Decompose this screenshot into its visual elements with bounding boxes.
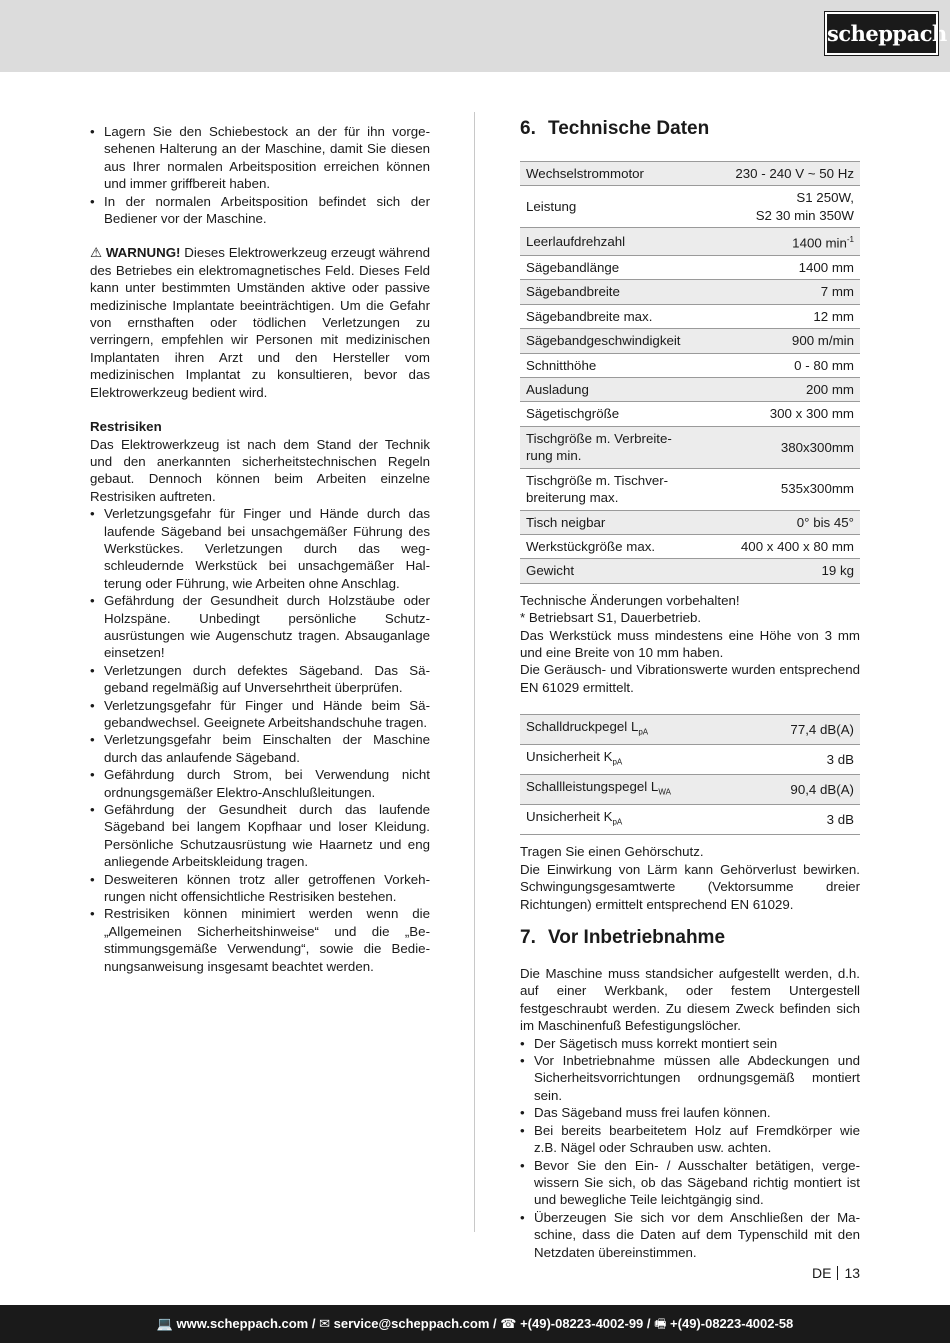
section-number: 6.	[520, 118, 536, 139]
label-text: Unsicherheit K	[526, 809, 613, 825]
table-cell-label	[520, 805, 749, 835]
brand-logo-text: scheppach	[827, 21, 947, 46]
list-item: • Der Sägetisch muss korrekt montiert sein	[520, 1035, 860, 1052]
label-subscript: WA	[658, 787, 671, 797]
label-text: Unsicherheit K	[526, 749, 613, 765]
table-cell-value: 12 mm	[711, 304, 860, 328]
page-number	[812, 1265, 860, 1281]
table-cell-label: Sägebandbreite max.	[520, 304, 711, 328]
table-row	[520, 162, 860, 186]
table-row	[520, 378, 860, 402]
hearing-note: Die Einwirkung von Lärm kann Gehörverlust bewirken. Schwingungsgesamtwerte (Vektorsumme dreier Richtungen) ermittelt entsprechend EN 61029.	[520, 861, 860, 912]
page-number-separator	[837, 1266, 838, 1280]
list-item: • Desweiteren können trotz aller getroffenen Vorkehrungen nicht offensichtliche Restrisiken bestehen.	[90, 871, 430, 906]
table-row	[520, 510, 860, 534]
table-cell-label	[520, 468, 711, 510]
warning-icon: ⚠	[90, 245, 103, 261]
table-cell-label: Sägetischgröße	[520, 402, 711, 426]
label-line: rung min.	[526, 448, 582, 464]
table-row	[520, 534, 860, 558]
list-item: • Überzeugen Sie sich vor dem Anschließen der Maschine, dass die Daten auf dem Typenschild mit den Netzdaten übereinstimmen.	[520, 1209, 860, 1261]
table-row	[520, 329, 860, 353]
table-cell-label: Sägebandgeschwindigkeit	[520, 329, 711, 353]
section-7-list	[520, 1035, 860, 1261]
table-row	[520, 186, 860, 228]
value-text: 1400 min	[792, 235, 847, 251]
table-cell-value: 1400 mm	[711, 256, 860, 280]
hearing-note: Tragen Sie einen Gehörschutz.	[520, 844, 704, 860]
table-cell-value: 3 dB	[749, 745, 860, 775]
table-cell-label: Sägebandlänge	[520, 256, 711, 280]
footer-fax: +(49)-08223-4002-58	[670, 1316, 794, 1331]
note-line: Technische Änderungen vorbehalten!	[520, 592, 740, 608]
list-item: • Restrisiken können minimiert werden wenn die „Allgemeinen Sicherheitshinweise“ und die „Bestimmungsgemäße Verwendung“, sowie die Bedienungsanweisung insgesamt beachtet werden.	[90, 905, 430, 975]
table-row	[520, 715, 860, 745]
list-item: • Lagern Sie den Schiebestock an der für ihn vorgesehenen Halterung an der Maschine, damit Sie diesen aus Ihrer normalen Arbeitsposition erreichen können und immer griffbereit haben.	[90, 123, 430, 193]
table-cell-label	[520, 775, 749, 805]
table-cell-value: 7 mm	[711, 280, 860, 304]
table-cell-value: 900 m/min	[711, 329, 860, 353]
noise-values-table	[520, 714, 860, 835]
page-language: DE	[812, 1265, 832, 1281]
table-row	[520, 228, 860, 256]
table-row	[520, 402, 860, 426]
section-title: Vor Inbetriebnahme	[548, 927, 726, 949]
section-7-heading	[520, 927, 860, 949]
table-cell-label: Gewicht	[520, 559, 711, 583]
table-row	[520, 805, 860, 835]
table-cell-value: 0° bis 45°	[711, 510, 860, 534]
list-item: • Gefährdung der Gesundheit durch Holzstäube oder Holzspäne. Unbedingt persönliche Schutzausrüstungen wie Augenschutz tragen. Absauganlage einsetzen!	[90, 592, 430, 662]
residual-risks-intro: Das Elektrowerkzeug ist nach dem Stand der Technik und den anerkannten sicherheitstechnischen Regeln gebaut. Dennoch können beim Arbeiten einzelne Restrisiken auftreten.	[90, 436, 430, 504]
warning-text: Dieses Elektrowerkzeug erzeugt während des Betriebes ein elektromagnetisches Feld. Dieses Feld kann unter bestimmten Umständen aktive oder passive medizinische Implantate beeinträchtigen. Um die Gefahr von ernsthaften oder tödlichen Verletzungen zu verringern, empfehlen wir Personen mit medizinischen Implantaten ihren Arzt und den Hersteller vom medizinischen Implantat zu konsultieren, bevor das Elektrowerkzeug bedient wird.	[90, 245, 430, 400]
footer-website-link[interactable]: www.scheppach.com /	[176, 1316, 316, 1331]
list-item: • Gefährdung durch Strom, bei Verwendung nicht ordnungsgemäßer Elektro-Anschlußleitungen.	[90, 766, 430, 801]
table-row	[520, 745, 860, 775]
table-cell-value: 200 mm	[711, 378, 860, 402]
table-cell-label: Werkstückgröße max.	[520, 534, 711, 558]
note-line: * Betriebsart S1, Dauerbetrieb.	[520, 610, 702, 626]
table-cell-value: 230 - 240 V ~ 50 Hz	[711, 162, 860, 186]
table-row	[520, 468, 860, 510]
table-row	[520, 256, 860, 280]
table-cell-label: Ausladung	[520, 378, 711, 402]
phone-icon: ☎	[500, 1316, 517, 1331]
table-cell-label: Sägebandbreite	[520, 280, 711, 304]
list-item: • Das Sägeband muss frei laufen können.	[520, 1104, 860, 1121]
note-line: Das Werkstück muss mindestens eine Höhe von 3 mm und eine Breite von 10 mm haben.	[520, 627, 860, 660]
intro-bullet-list	[90, 123, 430, 227]
list-item: • Gefährdung der Gesundheit durch das laufende Sägeband bei langem Kopfhaar und loser Kleidung. Persönliche Schutzausrüstung wie Haarnetz und eng anliegende Arbeitskleidung tragen.	[90, 801, 430, 871]
table-cell-value: 77,4 dB(A)	[749, 715, 860, 745]
label-text: Schallleistungspegel L	[526, 779, 659, 795]
header-band	[0, 0, 950, 72]
label-subscript: pA	[638, 727, 649, 737]
list-item: • Verletzungsgefahr für Finger und Hände durch das laufende Sägeband bei unsachgemäßer Führung des Werkstückes. Verletzungen durch das wegschleudernde Werkstück bei unsachgemäßer Halterung oder Führung, wie Arbeiten ohne Anschlag.	[90, 505, 430, 592]
list-item: • Verletzungsgefahr für Finger und Hände beim Sägebandwechsel. Geeignete Arbeitshandschuhe tragen.	[90, 697, 430, 732]
residual-risks-list	[90, 505, 430, 975]
table-cell-label: Leerlaufdrehzahl	[520, 228, 711, 256]
list-item: • Verletzungsgefahr beim Einschalten der Maschine durch das anlaufende Sägeband.	[90, 731, 430, 766]
table-cell-value: 90,4 dB(A)	[749, 775, 860, 805]
table-cell-label	[520, 715, 749, 745]
section-7-intro: Die Maschine muss standsicher aufgestellt werden, d.h. auf einer Werkbank, oder festem Untergestell festgeschraubt werden. Zu diesem Zweck befinden sich im Maschinenfuß Befestigungslöcher.	[520, 966, 860, 1034]
table-cell-value: 535x300mm	[711, 468, 860, 510]
brand-logo	[825, 12, 947, 55]
table-row	[520, 775, 860, 805]
label-line: breiterung max.	[526, 490, 619, 506]
label-subscript: pA	[612, 757, 623, 767]
table-cell-value: 19 kg	[711, 559, 860, 583]
section-6-heading	[520, 118, 860, 140]
label-line: Tischgröße m. Tischver-	[526, 472, 669, 488]
mail-icon: ✉	[319, 1316, 330, 1331]
table-cell-label	[520, 745, 749, 775]
table-row	[520, 353, 860, 377]
table-cell-value: 400 x 400 x 80 mm	[711, 534, 860, 558]
footer-email-link[interactable]: service@scheppach.com /	[333, 1316, 497, 1331]
table-cell-value: 300 x 300 mm	[711, 402, 860, 426]
list-item: • Bei bereits bearbeitetem Holz auf Fremdkörper wie z.B. Nägel oder Schrauben usw. achten.	[520, 1122, 860, 1157]
label-text: Schalldruckpegel L	[526, 719, 639, 735]
value-line: S1 250W,	[796, 190, 854, 206]
table-row	[520, 280, 860, 304]
table-cell-label: Wechselstrommotor	[520, 162, 711, 186]
footer-contact-bar	[0, 1305, 950, 1343]
table-cell-value: 3 dB	[749, 805, 860, 835]
right-column	[520, 118, 860, 1261]
table-cell-label: Schnitthöhe	[520, 353, 711, 377]
warning-label: WARNUNG!	[105, 245, 181, 261]
technical-data-table	[520, 161, 860, 584]
table-cell-value	[711, 228, 860, 256]
list-item: • Bevor Sie den Ein- / Ausschalter betätigen, vergewissern Sie sich, ob das Sägeband richtig montiert ist und bewegliche Teile leichtgängig sind.	[520, 1157, 860, 1209]
table-row	[520, 559, 860, 583]
list-item: • Verletzungen durch defektes Sägeband. Das Sägeband regelmäßig auf Unversehrtheit überprüfen.	[90, 662, 430, 697]
label-line: Tischgröße m. Verbreite-	[526, 430, 672, 446]
value-line: S2 30 min 350W	[755, 207, 854, 223]
residual-risks-heading: Restrisiken	[90, 419, 162, 435]
warning-paragraph	[90, 244, 430, 401]
column-divider	[474, 112, 475, 1232]
footer-phone: +(49)-08223-4002-99 /	[520, 1316, 651, 1331]
table-cell-label: Tisch neigbar	[520, 510, 711, 534]
table-row	[520, 426, 860, 468]
note-line: Die Geräusch- und Vibrationswerte wurden entsprechend EN 61029 ermittelt.	[520, 662, 860, 695]
table-cell-label	[520, 426, 711, 468]
table-row	[520, 304, 860, 328]
table-cell-value	[711, 186, 860, 228]
list-item: • Vor Inbetriebnahme müssen alle Abdeckungen und Sicherheitsvorrichtungen ordnungsgemäß montiert sein.	[520, 1052, 860, 1104]
list-item: • In der normalen Arbeitsposition befindet sich der Bediener vor der Maschine.	[90, 193, 430, 228]
fax-icon: 🖷	[654, 1316, 667, 1331]
value-superscript: -1	[846, 235, 854, 245]
section-title: Technische Daten	[548, 118, 710, 139]
computer-icon: 💻	[156, 1316, 173, 1331]
table-cell-value: 380x300mm	[711, 426, 860, 468]
table-cell-value: 0 - 80 mm	[711, 353, 860, 377]
page-number-value: 13	[844, 1265, 861, 1281]
section-number: 7.	[520, 927, 536, 949]
table-cell-label: Leistung	[520, 186, 711, 228]
label-subscript: pA	[612, 818, 623, 828]
left-column	[90, 123, 430, 975]
